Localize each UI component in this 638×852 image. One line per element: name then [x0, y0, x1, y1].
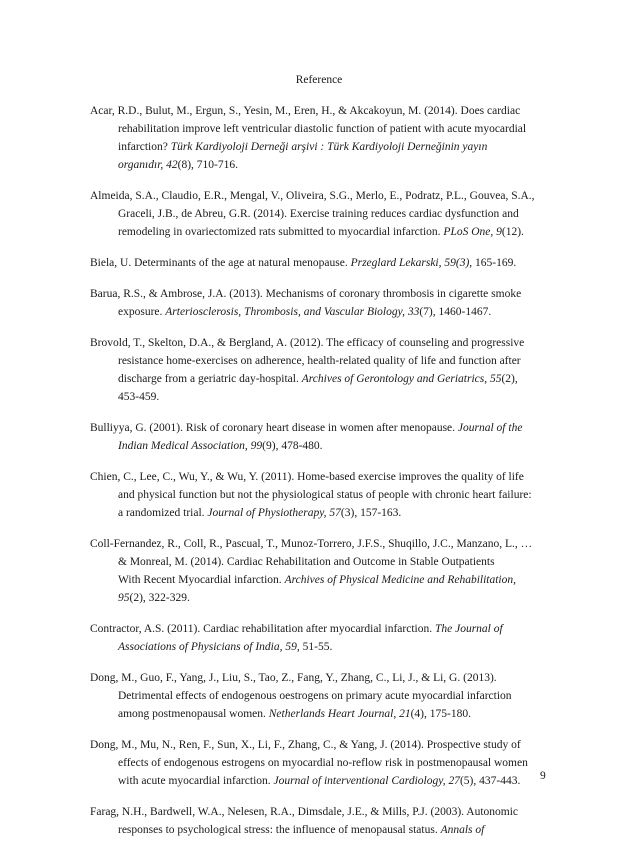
- reference-entry: [90, 736, 550, 790]
- reference-text: (7), 1460-1467.: [419, 306, 492, 318]
- reference-line: [118, 352, 550, 370]
- reference-text: Graceli, J.B., de Abreu, G.R. (2014). Exercise training reduces cardiac dysfunction and: [118, 208, 519, 220]
- reference-text: discharge from a geriatric day-hospital.: [118, 373, 302, 385]
- reference-text: Contractor, A.S. (2011). Cardiac rehabilitation after myocardial infarction.: [90, 623, 435, 635]
- reference-text: Bulliyya, G. (2001). Risk of coronary heart disease in women after menopause.: [90, 422, 458, 434]
- reference-line: [90, 254, 550, 272]
- reference-line: [90, 419, 550, 437]
- reference-entry: [90, 285, 550, 321]
- reference-entry: [90, 334, 550, 406]
- reference-line: [118, 772, 550, 790]
- reference-text: Dong, M., Guo, F., Yang, J., Liu, S., Tao, Z., Fang, Y., Zhang, C., Li, J., & Li, G. (2013).: [90, 672, 497, 684]
- reference-text: (9), 478-480.: [262, 440, 323, 452]
- reference-text: Coll-Fernandez, R., Coll, R., Pascual, T., Munoz-Torrero, J.F.S., Shuqillo, J.C., Manzano, L., …: [90, 538, 533, 550]
- reference-entry: [90, 669, 550, 723]
- reference-italic-text: 95: [118, 592, 130, 604]
- reference-text: Farag, N.H., Bardwell, W.A., Nelesen, R.A., Dimsdale, J.E., & Mills, P.J. (2003). Autonomic: [90, 806, 519, 818]
- page-number: 9: [540, 770, 546, 782]
- reference-entry: [90, 419, 550, 455]
- reference-text: remodeling in ovariectomized rats submitted to myocardial infarction.: [118, 226, 444, 238]
- reference-text: effects of endogenous estrogens on myocardial no-reflow risk in postmenopausal women: [118, 757, 528, 769]
- reference-line: [118, 303, 550, 321]
- reference-line: [118, 223, 550, 241]
- reference-text: (4), 175-180.: [410, 708, 471, 720]
- reference-text: (3), 157-163.: [340, 507, 402, 519]
- reference-text: Brovold, T., Skelton, D.A., & Bergland, A. (2012). The efficacy of counseling and progressive: [90, 337, 525, 349]
- reference-list: [90, 102, 550, 852]
- reference-text: , 51-55.: [296, 641, 333, 653]
- reference-italic-text: The Journal of: [434, 623, 503, 635]
- reference-text: among postmenopausal women.: [118, 708, 269, 720]
- reference-text: exposure.: [118, 306, 166, 318]
- reference-entry: [90, 620, 550, 656]
- reference-text: (12).: [501, 226, 524, 238]
- reference-text: resistance home-exercises on adherence, health-related quality of life and function after: [118, 355, 521, 367]
- reference-italic-text: Indian Medical Association, 99: [118, 440, 263, 452]
- reference-line: [90, 620, 550, 638]
- reference-italic-text: Arteriosclerosis, Thrombosis, and Vascular Biology, 33: [165, 306, 420, 318]
- reference-text: (2), 322-329.: [129, 592, 190, 604]
- reference-line: [90, 803, 550, 821]
- reference-italic-text: Archives of Physical Medicine and Rehabilitation,: [284, 574, 516, 586]
- reference-line: [90, 535, 550, 553]
- reference-line: [118, 156, 550, 174]
- reference-line: [118, 589, 550, 607]
- reference-line: [90, 669, 550, 687]
- reference-italic-text: Netherlands Heart Journal, 21: [268, 708, 411, 720]
- reference-line: [118, 138, 550, 156]
- reference-text: a randomized trial.: [118, 507, 208, 519]
- reference-line: [118, 754, 550, 772]
- reference-italic-text: Türk Kardiyoloji Derneği arşivi : Türk Kardiyoloji Derneğinin yayın: [170, 141, 488, 153]
- reference-line: [90, 187, 550, 205]
- reference-text: Detrimental effects of endogenous oestrogens on primary acute myocardial infarction: [118, 690, 512, 702]
- reference-text: Dong, M., Mu, N., Ren, F., Sun, X., Li, F., Zhang, C., & Yang, J. (2014). Prospective study of: [90, 739, 521, 751]
- reference-text: with acute myocardial infarction.: [118, 775, 274, 787]
- reference-italic-text: organıdır, 42: [118, 159, 178, 171]
- reference-italic-text: Journal of interventional Cardiology, 27: [273, 775, 460, 787]
- reference-text: (2),: [501, 373, 518, 385]
- reference-text: (5), 437-443.: [459, 775, 521, 787]
- reference-line: [90, 102, 550, 120]
- reference-line: [118, 120, 550, 138]
- reference-entry: [90, 468, 550, 522]
- reference-line: [118, 205, 550, 223]
- reference-text: With Recent Myocardial infarction.: [118, 574, 285, 586]
- reference-italic-text: Journal of the: [457, 422, 523, 434]
- reference-line: [118, 388, 550, 406]
- reference-entry: [90, 254, 550, 272]
- reference-italic-text: Associations of Physicians of India, 59: [118, 641, 297, 653]
- reference-text: Chien, C., Lee, C., Wu, Y., & Wu, Y. (2011). Home-based exercise improves the quality of life: [90, 471, 524, 483]
- reference-line: [90, 285, 550, 303]
- page-heading: Reference: [295, 74, 343, 86]
- reference-line: [118, 504, 550, 522]
- reference-text: Almeida, S.A., Claudio, E.R., Mengal, V., Oliveira, S.G., Merlo, E., Podratz, P.L., Gouvea, S.A.,: [90, 190, 535, 202]
- reference-line: [118, 687, 550, 705]
- reference-text: Acar, R.D., Bulut, M., Ergun, S., Yesin, M., Eren, H., & Akcakoyun, M. (2014). Does cardiac: [90, 105, 521, 117]
- reference-entry: [90, 803, 550, 839]
- reference-line: [90, 468, 550, 486]
- reference-line: [118, 705, 550, 723]
- reference-italic-text: PLoS One, 9: [443, 226, 502, 238]
- reference-text: rehabilitation improve left ventricular diastolic function of patient with acute myocardial: [118, 123, 527, 135]
- reference-line: [90, 334, 550, 352]
- reference-text: Biela, U. Determinants of the age at natural menopause.: [90, 257, 351, 269]
- reference-line: [118, 486, 550, 504]
- reference-text: & Monreal, M. (2014). Cardiac Rehabilitation and Outcome in Stable Outpatients: [118, 556, 495, 568]
- reference-entry: [90, 102, 550, 174]
- reference-line: [118, 571, 550, 589]
- reference-line: [118, 638, 550, 656]
- reference-entry: [90, 535, 550, 607]
- reference-text: responses to psychological stress: the influence of menopausal status.: [118, 824, 441, 836]
- reference-text: and physical function but not the physiological status of people with chronic heart failure:: [118, 489, 532, 501]
- reference-text: 453-459.: [118, 391, 160, 403]
- reference-italic-text: Przeglard Lekarski, 59(3): [350, 257, 470, 269]
- reference-italic-text: Archives of Gerontology and Geriatrics, 55: [301, 373, 502, 385]
- reference-italic-text: Journal of Physiotherapy, 57: [207, 507, 341, 519]
- reference-italic-text: Annals of: [440, 824, 485, 836]
- reference-line: [90, 736, 550, 754]
- reference-text: Barua, R.S., & Ambrose, J.A. (2013). Mechanisms of coronary thrombosis in cigarette smoke: [90, 288, 522, 300]
- reference-line: [118, 370, 550, 388]
- reference-text: (8), 710-716.: [177, 159, 239, 171]
- reference-text: infarction?: [118, 141, 171, 153]
- reference-line: [118, 821, 550, 839]
- reference-entry: [90, 187, 550, 241]
- reference-line: [118, 437, 550, 455]
- reference-line: [118, 553, 550, 571]
- reference-text: , 165-169.: [469, 257, 517, 269]
